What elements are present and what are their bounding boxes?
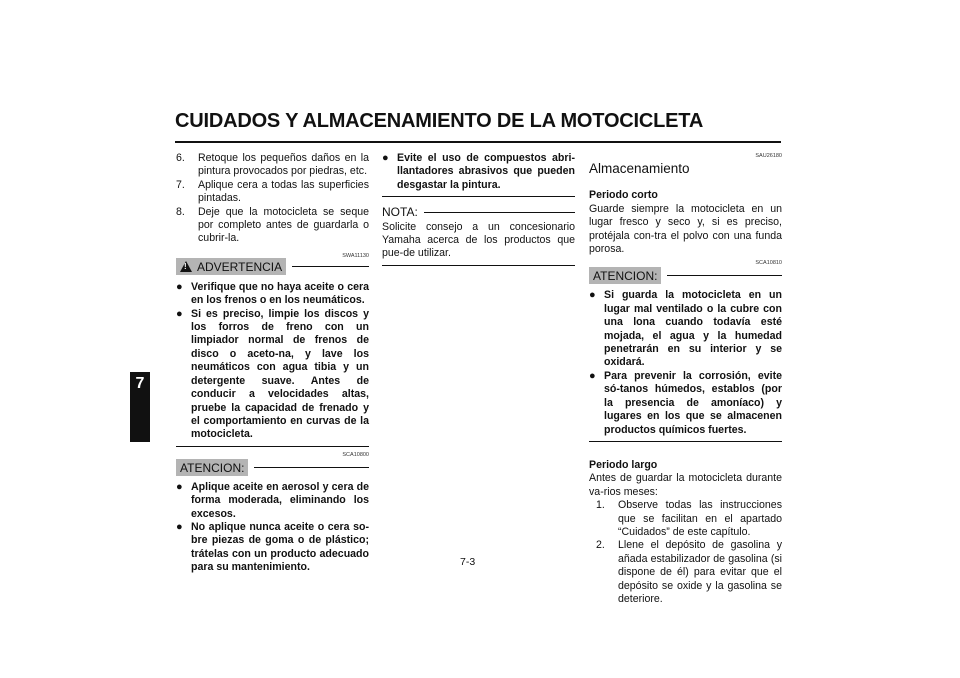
caution-item-text: No aplique nunca aceite o cera so-bre piezas de goma o de plástico; trátelas con un producto adecuado para su mantenimiento. xyxy=(191,520,369,574)
warning-item xyxy=(176,308,369,442)
warning-header xyxy=(176,258,369,275)
header-rule xyxy=(424,212,575,213)
caution-item xyxy=(382,152,575,192)
caution-item xyxy=(176,481,369,521)
long-text: Antes de guardar la motocicleta durante va-rios meses: xyxy=(589,472,782,498)
caution-badge: ATENCION: xyxy=(589,267,661,284)
caution-header xyxy=(589,267,782,284)
nota-header xyxy=(382,206,575,219)
step-number: 1. xyxy=(596,499,605,512)
chapter-tab: 7 xyxy=(130,372,150,442)
bullet-icon: ● xyxy=(382,152,389,164)
step-item xyxy=(596,539,782,606)
warning-code: SWA11130 xyxy=(342,252,369,259)
page-number: 7-3 xyxy=(460,556,476,568)
bullet-icon: ● xyxy=(589,289,596,302)
step-number: 6. xyxy=(176,152,185,164)
column-3 xyxy=(589,152,782,606)
header-rule xyxy=(292,266,369,267)
caution-badge: ATENCION: xyxy=(176,459,248,476)
step-text: Retoque los pequeños daños en la pintura provocados por piedras, etc. xyxy=(198,152,369,178)
step-number: 8. xyxy=(176,205,185,218)
nota-end-rule xyxy=(382,265,575,266)
step-text: Aplique cera a todas las superficies pintadas. xyxy=(198,178,369,205)
section-title: Almacenamiento xyxy=(589,161,690,176)
caution-header xyxy=(176,459,369,476)
step-item xyxy=(176,206,369,246)
header-rule xyxy=(254,467,369,468)
bullet-icon: ● xyxy=(176,480,183,493)
bullet-icon: ● xyxy=(589,369,596,382)
column-1 xyxy=(176,152,369,575)
title-divider xyxy=(175,141,781,143)
caution-item-text: Para prevenir la corrosión, evite só-tanos húmedos, establos (por la presencia de amoníaco) y lugares en los que se almacenen productos químicos fuertes. xyxy=(604,369,782,436)
nota-text: Solicite consejo a un concesionario Yamaha acerca de los productos que pue-de utilizar. xyxy=(382,220,575,260)
subheading-short: Periodo corto xyxy=(589,189,658,202)
caution-code: SCA10800 xyxy=(342,451,369,458)
step-text: Observe todas las instrucciones que se facilitan en el apartado “Cuidados” de este capítulo. xyxy=(618,499,782,538)
bullet-icon: ● xyxy=(176,280,183,293)
step-number: 2. xyxy=(596,539,605,552)
caution-end-rule xyxy=(589,441,782,442)
caution-item xyxy=(176,521,369,575)
nota-label: NOTA: xyxy=(382,205,418,220)
section-code: SAU26180 xyxy=(755,153,782,159)
step-item xyxy=(176,152,369,179)
caution-item-text: Aplique aceite en aerosol y cera de forma moderada, eliminando los excesos. xyxy=(191,480,369,520)
column-2 xyxy=(382,152,575,266)
step-text: Deje que la motocicleta se seque por completo antes de guardarla o cubrir-la. xyxy=(198,205,369,245)
bullet-icon: ● xyxy=(176,307,183,320)
step-number: 7. xyxy=(176,178,185,191)
subheading-long: Periodo largo xyxy=(589,458,658,471)
page-title: CUIDADOS Y ALMACENAMIENTO DE LA MOTOCICLETA xyxy=(175,110,704,132)
caution-item-text: Si guarda la motocicleta en un lugar mal ventilado o la cubre con una lona cuando todavía esté mojada, el agua y la humedad penetrarán en su interior y se oxidará. xyxy=(604,289,782,369)
caution-item xyxy=(589,289,782,369)
caution-code: SCA10810 xyxy=(755,260,782,267)
step-item xyxy=(596,499,782,539)
step-item xyxy=(176,179,369,206)
caution-item-text: Evite el uso de compuestos abri-llantadores abrasivos que pueden desgastar la pintura. xyxy=(397,152,575,191)
header-rule xyxy=(667,275,782,276)
warning-item xyxy=(176,281,369,308)
warning-item-text: Si es preciso, limpie los discos y los forros de freno con un limpiador normal de frenos de disco o aceto-na, y lave los neumáticos con agua tibia y un detergente suave. Antes de conducir a velocidades altas, pruebe la capacidad de frenado y el comportamiento en curvas de la motocicleta. xyxy=(191,307,369,441)
warning-end-rule xyxy=(176,446,369,447)
warning-label: ADVERTENCIA xyxy=(197,259,283,274)
short-text: Guarde siempre la motocicleta en un lugar fresco y seco y, si es preciso, protéjala con-tra el polvo con una funda porosa. xyxy=(589,202,782,256)
warning-badge xyxy=(176,258,286,275)
warning-item-text: Verifique que no haya aceite o cera en los frenos o en los neumáticos. xyxy=(191,280,369,307)
caution-end-rule xyxy=(382,196,575,197)
bullet-icon: ● xyxy=(176,520,183,533)
caution-item xyxy=(589,370,782,437)
step-text: Llene el depósito de gasolina y añada estabilizador de gasolina (si dispone de él) para evitar que el depósito se oxide y la gasolina se deteriore. xyxy=(618,539,782,605)
warning-triangle-icon: ! xyxy=(180,261,192,272)
